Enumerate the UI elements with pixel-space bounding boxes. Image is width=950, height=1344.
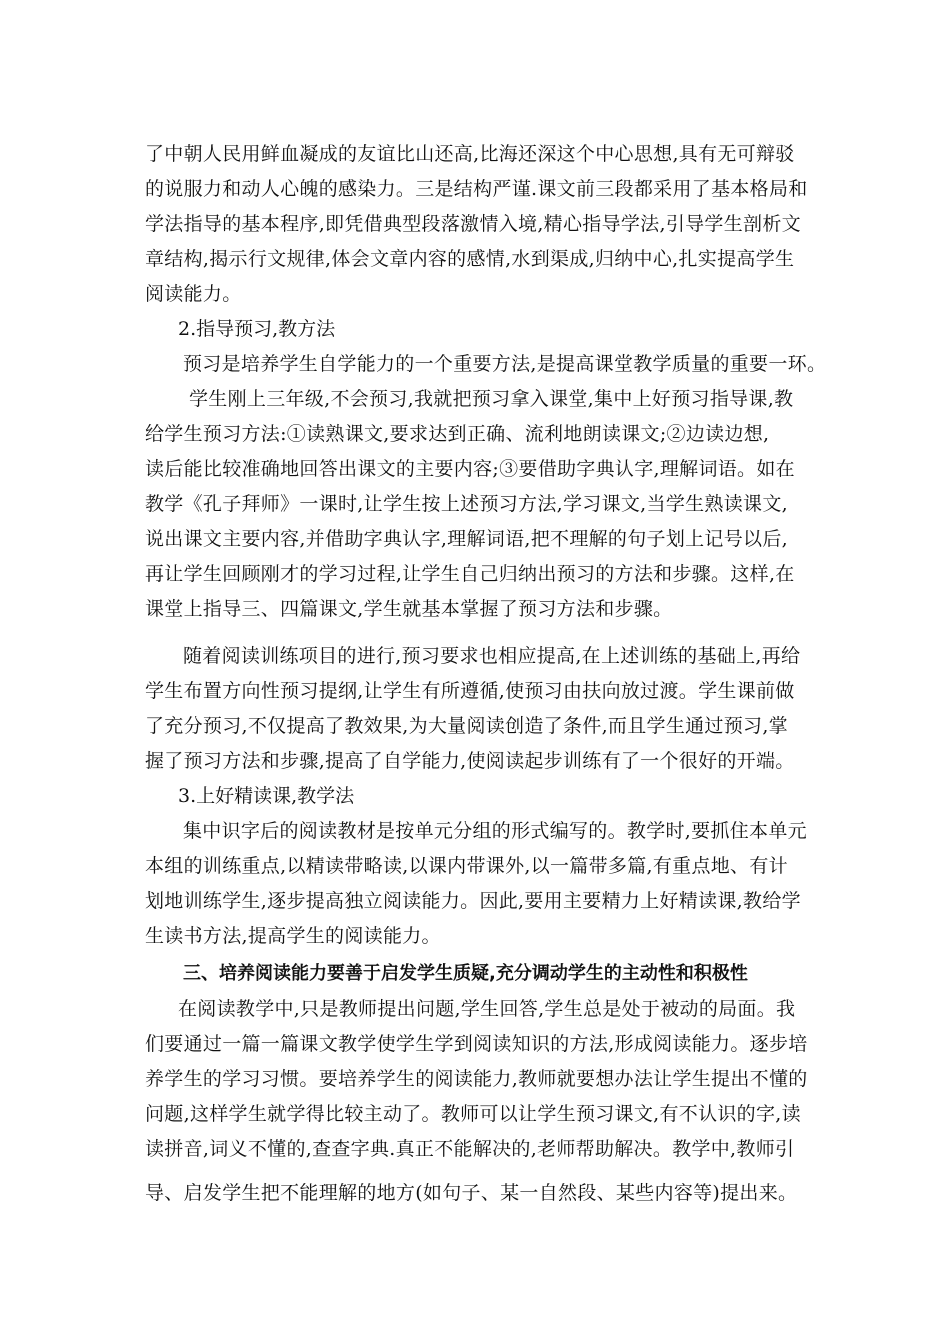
text-line: 划地训练学生,逐步提高独立阅读能力。因此,要用主要精力上好精读课,教给学 <box>145 890 801 912</box>
text-line: 读后能比较准确地回答出课文的主要内容;③要借助字典认字,理解词语。如在 <box>145 458 795 480</box>
text-line: 课堂上指导三、四篇课文,学生就基本掌握了预习方法和步骤。 <box>145 598 673 620</box>
text-line: 养学生的学习习惯。要培养学生的阅读能力,教师就要想办法让学生提出不懂的 <box>145 1068 808 1090</box>
section-heading: 3.上好精读课,教学法 <box>178 785 355 807</box>
paragraph-first-line: 集中识字后的阅读教材是按单元分组的形式编写的。教学时,要抓住本单元 <box>183 820 807 842</box>
text-line: 们要通过一篇一篇课文教学使学生学到阅读知识的方法,形成阅读能力。逐步培 <box>145 1033 808 1055</box>
text-line: 阅读能力。 <box>145 283 242 305</box>
text-line: 学生布置方向性预习提纲,让学生有所遵循,使预习由扶向放过渡。学生课前做 <box>145 680 795 702</box>
text-line: 学法指导的基本程序,即凭借典型段落激情入境,精心指导学法,引导学生剖析文 <box>145 213 801 235</box>
text-line: 了中朝人民用鲜血凝成的友谊比山还高,比海还深这个中心思想,具有无可辩驳 <box>145 143 795 165</box>
text-line: 教学《孔子拜师》一课时,让学生按上述预习方法,学习课文,当学生熟读课文, <box>145 493 788 515</box>
paragraph-first-line: 预习是培养学生自学能力的一个重要方法,是提高课堂教学质量的重要一环。 <box>183 353 827 375</box>
text-line: 读拼音,词义不懂的,查查字典.真正不能解决的,老师帮助解决。教学中,教师引 <box>145 1138 795 1160</box>
text-line: 生读书方法,提高学生的阅读能力。 <box>145 925 441 947</box>
text-line: 本组的训练重点,以精读带略读,以课内带课外,以一篇带多篇,有重点地、有计 <box>145 855 788 877</box>
section-heading: 2.指导预习,教方法 <box>178 318 336 340</box>
text-line: 导、启发学生把不能理解的地方(如句子、某一自然段、某些内容等)提出来。 <box>145 1182 798 1204</box>
text-line: 的说服力和动人心魄的感染力。三是结构严谨.课文前三段都采用了基本格局和 <box>145 178 808 200</box>
text-line: 握了预习方法和步骤,提高了自学能力,使阅读起步训练有了一个很好的开端。 <box>145 750 795 772</box>
chapter-heading: 三、培养阅读能力要善于启发学生质疑,充分调动学生的主动性和积极性 <box>183 963 748 984</box>
paragraph-first-line: 随着阅读训练项目的进行,预习要求也相应提高,在上述训练的基础上,再给 <box>183 645 801 667</box>
text-line: 了充分预习,不仅提高了教效果,为大量阅读创造了条件,而且学生通过预习,掌 <box>145 715 788 737</box>
paragraph-first-line: 在阅读教学中,只是教师提出问题,学生回答,学生总是处于被动的局面。我 <box>178 998 796 1020</box>
text-line: 问题,这样学生就学得比较主动了。教师可以让学生预习课文,有不认识的字,读 <box>145 1103 801 1125</box>
text-line: 章结构,揭示行文规律,体会文章内容的感情,水到渠成,归纳中心,扎实提高学生 <box>145 248 795 270</box>
text-line: 说出课文主要内容,并借助字典认字,理解词语,把不理解的句子划上记号以后, <box>145 528 788 550</box>
text-line: 给学生预习方法:①读熟课文,要求达到正确、流利地朗读课文;②边读边想, <box>145 423 770 445</box>
text-line: 再让学生回顾刚才的学习过程,让学生自己归纳出预习的方法和步骤。这样,在 <box>145 563 795 585</box>
paragraph-first-line: 学生刚上三年级,不会预习,我就把预习拿入课堂,集中上好预习指导课,教 <box>189 388 794 410</box>
